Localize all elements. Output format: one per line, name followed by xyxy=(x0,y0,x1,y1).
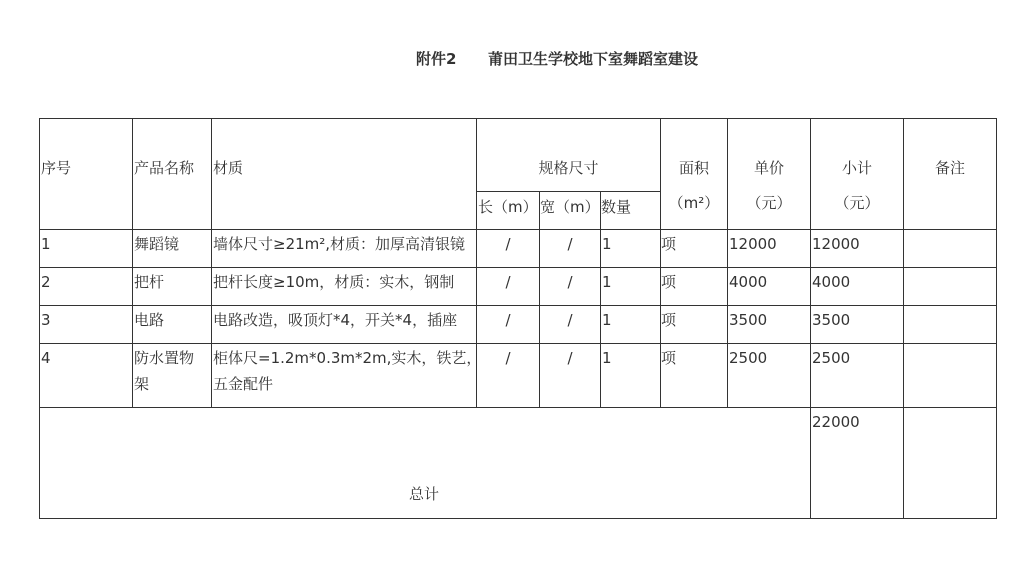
header-spec: 规格尺寸 xyxy=(538,159,599,177)
row-product-line1: 防水置物 xyxy=(134,349,195,367)
row-index: 2 xyxy=(41,273,51,291)
row-length: / xyxy=(505,273,511,291)
row-unit-price: 2500 xyxy=(729,349,768,367)
header-length: 长（m） xyxy=(478,198,538,216)
row-unit-price: 12000 xyxy=(729,235,777,253)
row-quantity: 1 xyxy=(602,235,612,253)
header-product: 产品名称 xyxy=(134,159,195,177)
header-area: 面积 xyxy=(678,159,709,177)
row-index: 3 xyxy=(41,311,51,329)
header-unit-price: 单价 xyxy=(753,159,784,177)
row-length: / xyxy=(505,349,511,367)
header-material: 材质 xyxy=(213,159,244,177)
row-width: / xyxy=(567,349,573,367)
total-label: 总计 xyxy=(409,485,440,503)
row-quantity: 1 xyxy=(602,273,612,291)
row-subtotal: 3500 xyxy=(812,311,851,329)
row-index: 1 xyxy=(41,235,51,253)
row-area: 项 xyxy=(661,235,677,253)
row-area: 项 xyxy=(661,273,677,291)
row-unit-price: 3500 xyxy=(729,311,768,329)
row-area: 项 xyxy=(661,311,677,329)
header-remark: 备注 xyxy=(934,159,965,177)
row-product-line2: 架 xyxy=(134,375,150,393)
row-width: / xyxy=(567,311,573,329)
row-product: 舞蹈镜 xyxy=(134,235,180,253)
row-subtotal: 12000 xyxy=(812,235,860,253)
header-index: 序号 xyxy=(41,159,72,177)
row-subtotal: 4000 xyxy=(812,273,851,291)
attachment-label: 附件2 xyxy=(416,50,457,68)
row-quantity: 1 xyxy=(602,349,612,367)
row-length: / xyxy=(505,235,511,253)
row-material: 墙体尺寸≥21m²,材质：加厚高清银镜 xyxy=(213,235,466,253)
row-width: / xyxy=(567,273,573,291)
row-area: 项 xyxy=(661,349,677,367)
row-product: 把杆 xyxy=(134,273,165,291)
row-material-line1: 柜体尺=1.2m*0.3m*2m,实木，铁艺， xyxy=(213,349,482,367)
row-unit-price: 4000 xyxy=(729,273,768,291)
row-index: 4 xyxy=(41,349,51,367)
header-area-unit: （m²） xyxy=(668,194,720,212)
row-width: / xyxy=(567,235,573,253)
header-subtotal: 小计 xyxy=(841,159,872,177)
total-value: 22000 xyxy=(812,413,860,431)
row-material: 把杆长度≥10m，材质：实木，钢制 xyxy=(213,273,455,291)
row-length: / xyxy=(505,311,511,329)
row-quantity: 1 xyxy=(602,311,612,329)
header-unit-price-unit: （元） xyxy=(746,194,792,212)
row-material: 电路改造，吸顶灯*4，开关*4，插座 xyxy=(213,311,458,329)
row-product: 电路 xyxy=(134,311,165,329)
header-quantity: 数量 xyxy=(601,198,632,216)
document-heading: 莆田卫生学校地下室舞蹈室建设 xyxy=(488,50,699,68)
row-material-line2: 五金配件 xyxy=(213,375,274,393)
header-subtotal-unit: （元） xyxy=(834,194,880,212)
header-width: 宽（m） xyxy=(540,198,600,216)
row-subtotal: 2500 xyxy=(812,349,851,367)
